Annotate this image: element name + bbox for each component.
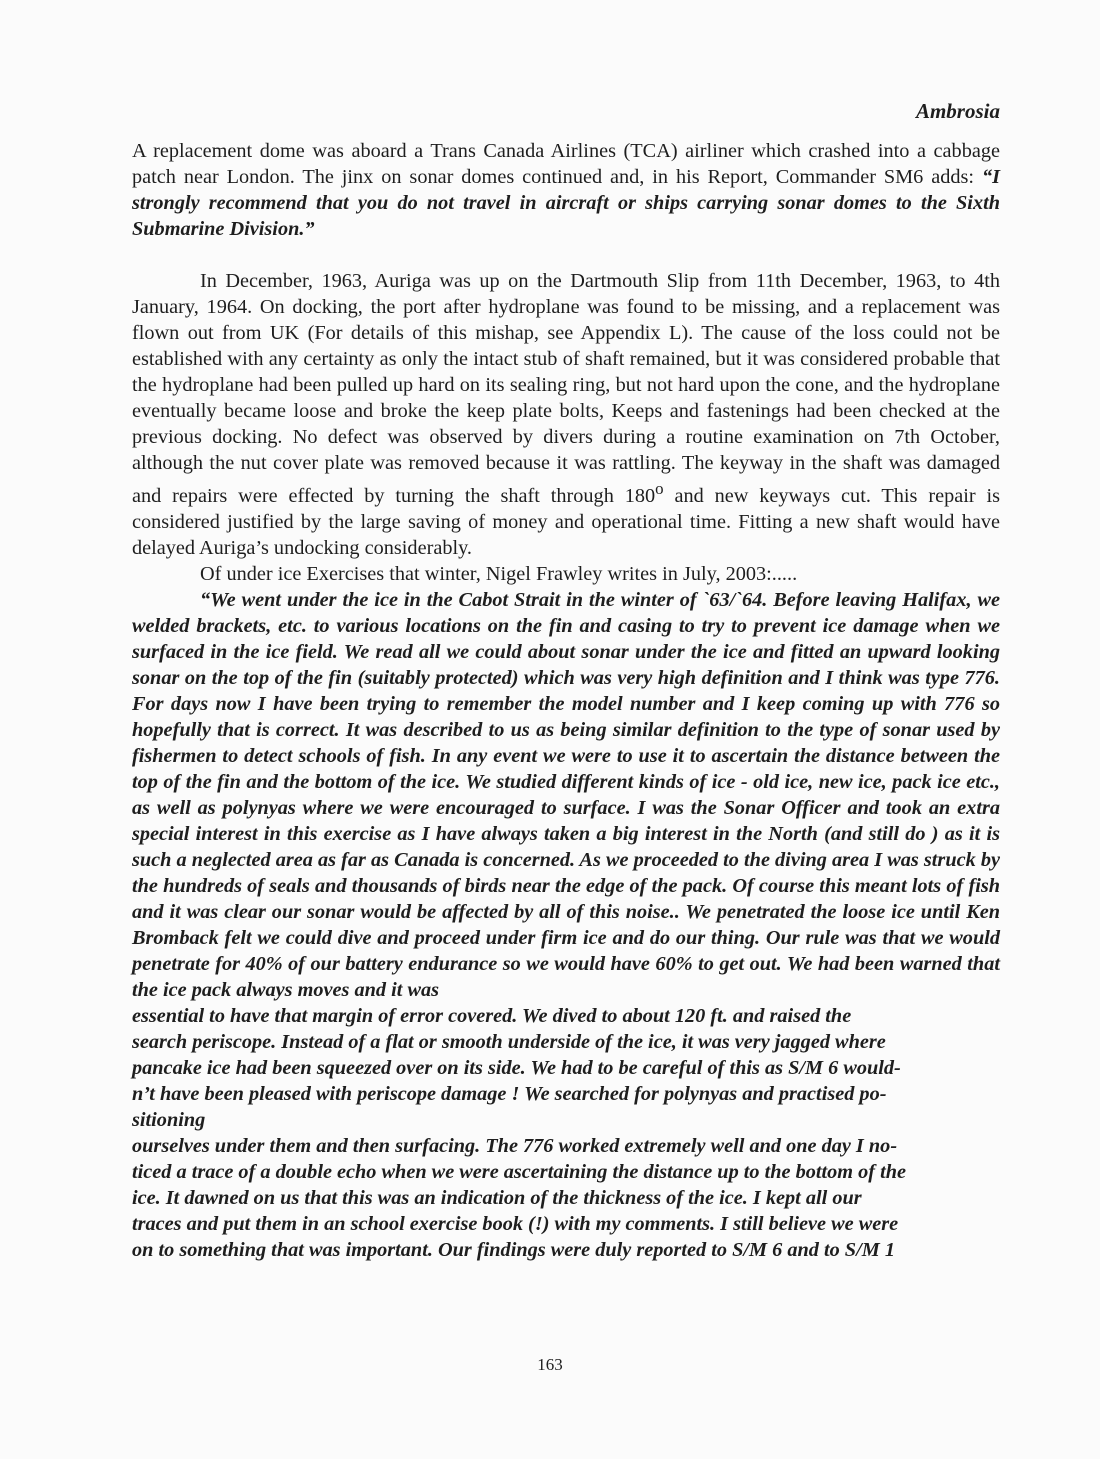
quote-nigel-frawley: “We went under the ice in the Cabot Strait in the winter of `63/`64. Before leaving Halifax, we welded brackets, etc. to various locations on the fin and casing to try to prevent ice damage when we surfaced in the ice field. We read all we could about sonar under the ice and fitted an upward looking sonar on the top of the fin (suitably protected) which was very high definition and I think was type 776. For days now I have been trying to remember the model number and I keep coming up with 776 so hopefully that is correct. It was described to us as being similar definition to the type of sonar used by fishermen to detect schools of fish. In any event we were to use it to ascertain the distance between the top of the fin and the bottom of the ice. We studied different kinds of ice - old ice, new ice, pack ice etc., as well as polynyas where we were encouraged to surface. I was the Sonar Officer and took an extra special interest in this exercise as I have always taken a big interest in the North (and still do ) as it is such a neglected area as far as Canada is concerned. As we proceeded to the diving area I was struck by the hundreds of seals and thousands of birds near the edge of the pack. Of course this meant lots of fish and it was clear our sonar would be affected by all of this noise.. We penetrated the loose ice until Ken Bromback felt we could dive and proceed under firm ice and do our thing. Our rule was that we would penetrate for 40% of our battery endurance so we would have 60% to get out. We had been warned that the ice pack always moves and it was bbox=[132, 588, 1000, 1001]
paragraph-dartmouth-slip bbox=[132, 268, 1000, 561]
quote-line: ticed a trace of a double echo when we were ascertaining the distance up to the bottom of the bbox=[132, 1160, 907, 1183]
quote-commander-sm6: “I strongly recommend that you do not travel in aircraft or ships carrying sonar domes to the Sixth Submarine Division.” bbox=[132, 166, 1000, 240]
paragraph-text-continued: and new keyways cut. This repair is considered justified by the large saving of money and operational time. Fitting a new shaft would have delayed Auriga’s undocking considerably. bbox=[132, 484, 1000, 559]
body-text bbox=[132, 138, 1000, 1263]
quote-line: ice. It dawned on us that this was an indication of the thickness of the ice. I kept all our bbox=[132, 1186, 862, 1209]
paragraph-gap bbox=[132, 242, 1000, 268]
quote-line: pancake ice had been squeezed over on its side. We had to be careful of this as S/M 6 would- bbox=[132, 1056, 901, 1079]
degree-superscript: o bbox=[655, 479, 664, 498]
quote-continuation bbox=[132, 1003, 1000, 1263]
page-number: 163 bbox=[537, 1355, 563, 1374]
paragraph-under-ice-intro: Of under ice Exercises that winter, Nigel Frawley writes in July, 2003:..... bbox=[200, 562, 798, 585]
quote-line: sitioning bbox=[132, 1108, 206, 1131]
quote-line: search periscope. Instead of a flat or smooth underside of the ice, it was very jagged where bbox=[132, 1030, 886, 1053]
quote-line: essential to have that margin of error covered. We dived to about 120 ft. and raised the bbox=[132, 1004, 852, 1027]
running-title: Ambrosia bbox=[915, 99, 1000, 123]
paragraph-tca-dome bbox=[132, 138, 1000, 242]
quote-line: traces and put them in an school exercise book (!) with my comments. I still believe we were bbox=[132, 1212, 899, 1235]
paragraph-text: A replacement dome was aboard a Trans Canada Airlines (TCA) airliner which crashed into a cabbage patch near London. The jinx on sonar domes continued and, in his Report, Commander SM6 adds: bbox=[132, 140, 1000, 188]
paragraph-text: In December, 1963, Auriga was up on the Dartmouth Slip from 11th December, 1963, to 4th January, 1964. On docking, the port after hydroplane was found to be missing, and a replacement was flown out from UK (For details of this mishap, see Appendix L). The cause of the loss could not be established with any certainty as only the intact stub of shaft remained, but it was considered probable that the hydroplane had been pulled up hard on its sealing ring, but not hard upon the cone, and the hydroplane eventually became loose and broke the keep plate bolts, Keeps and fastenings had been checked at the previous docking. No defect was observed by divers during a routine examination on 7th October, although the nut cover plate was removed because it was rattling. The keyway in the shaft was damaged and repairs were effected by turning the shaft through 180 bbox=[132, 270, 1000, 507]
quote-line: on to something that was important. Our findings were duly reported to S/M 6 and to S/M 1 bbox=[132, 1238, 895, 1261]
quote-line: n’t have been pleased with periscope damage ! We searched for polynyas and practised po- bbox=[132, 1082, 887, 1105]
quote-line: ourselves under them and then surfacing. The 776 worked extremely well and one day I no- bbox=[132, 1134, 898, 1157]
